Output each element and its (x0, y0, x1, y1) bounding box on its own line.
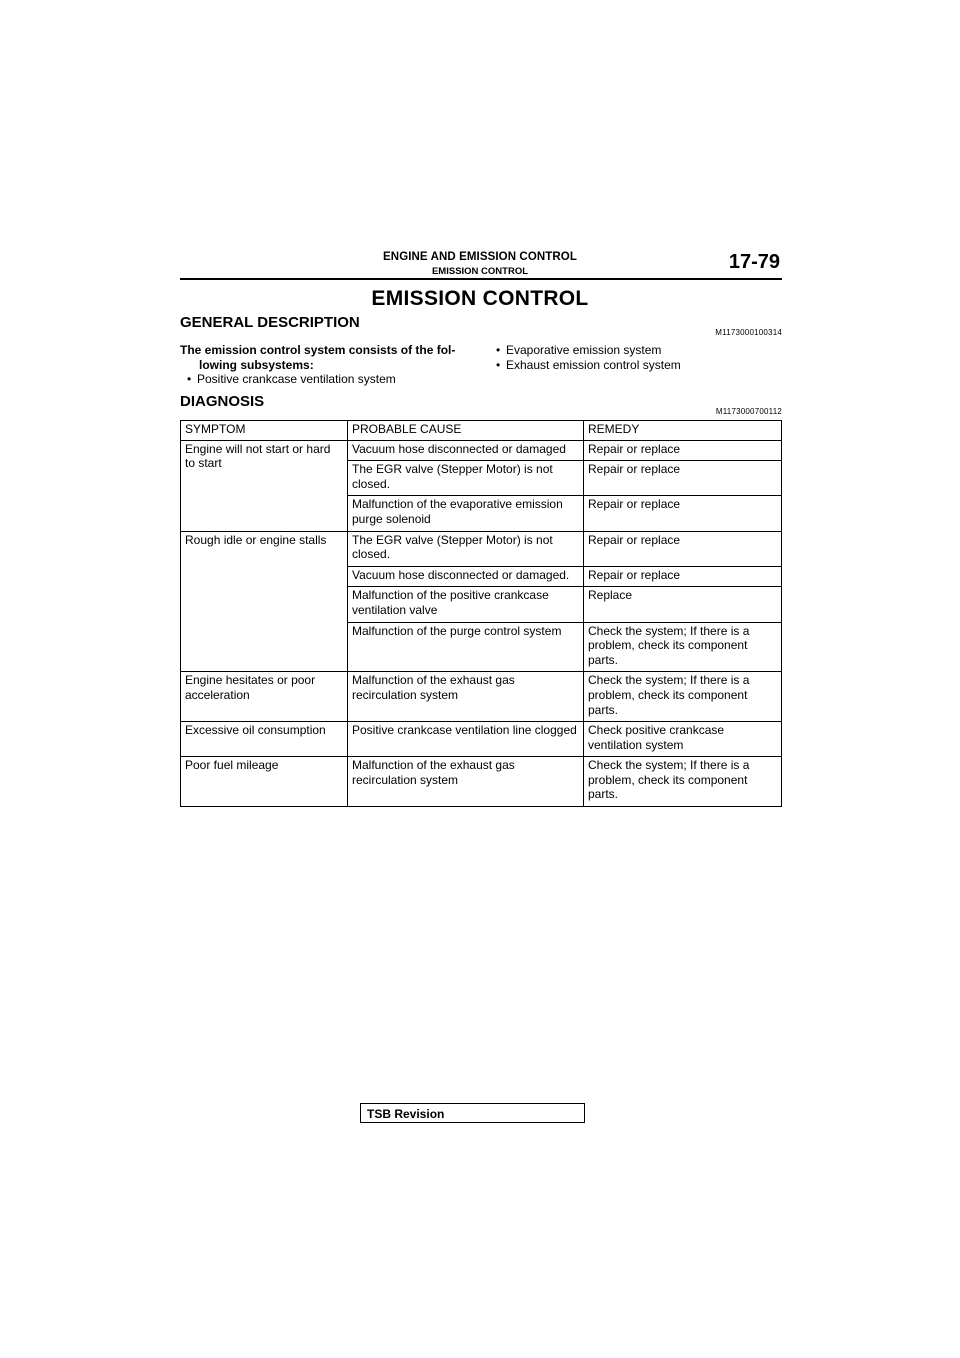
table-row (181, 757, 782, 807)
diagnosis-table (180, 420, 782, 807)
tsb-revision-box: TSB Revision (360, 1103, 585, 1123)
general-description-heading: GENERAL DESCRIPTION (180, 314, 360, 331)
table-header-row (181, 421, 782, 441)
symptom-cell: Excessive oil consumption (181, 722, 348, 757)
bullet-icon (496, 343, 506, 357)
cause-cell: Malfunction of the evaporative emission purge solenoid (348, 496, 584, 531)
cause-cell: Positive crankcase ventilation line clogged (348, 722, 584, 757)
column-header-probable-cause: PROBABLE CAUSE (348, 421, 584, 441)
bullet-item (496, 358, 681, 373)
general-description-id: M1173000100314 (715, 328, 782, 337)
header-rule (180, 278, 782, 280)
table-row (181, 440, 782, 461)
bullet-text: Evaporative emission system (506, 343, 662, 357)
intro-line-2: lowing subsystems: (199, 357, 314, 372)
intro-line-1: The emission control system consists of the fol- (180, 343, 456, 357)
diagnosis-heading: DIAGNOSIS (180, 393, 265, 410)
table-row (181, 672, 782, 722)
remedy-cell: Repair or replace (584, 496, 782, 531)
page-title: EMISSION CONTROL (371, 287, 589, 310)
remedy-cell: Check the system; If there is a problem, check its component parts. (584, 757, 782, 807)
cause-cell: Malfunction of the purge control system (348, 622, 584, 672)
bullet-icon (496, 358, 506, 372)
bullet-text: Positive crankcase ventilation system (197, 372, 396, 387)
remedy-cell: Repair or replace (584, 566, 782, 587)
remedy-cell: Check the system; If there is a problem, check its component parts. (584, 622, 782, 672)
remedy-cell: Check the system; If there is a problem, check its component parts. (584, 672, 782, 722)
symptom-cell: Poor fuel mileage (181, 757, 348, 807)
remedy-cell: Repair or replace (584, 440, 782, 461)
table-row (181, 531, 782, 566)
cause-cell: Malfunction of the exhaust gas recirculation system (348, 672, 584, 722)
bullet-text: Exhaust emission control system (506, 357, 681, 372)
remedy-cell: Check positive crankcase ventilation system (584, 722, 782, 757)
page-number: 17-79 (728, 251, 780, 273)
cause-cell: Vacuum hose disconnected or damaged (348, 440, 584, 461)
header-section-title: ENGINE AND EMISSION CONTROL (383, 251, 577, 263)
remedy-cell: Repair or replace (584, 461, 782, 496)
symptom-cell: Engine hesitates or poor acceleration (181, 672, 348, 722)
cause-cell: Malfunction of the positive crankcase ventilation valve (348, 587, 584, 622)
column-header-symptom: SYMPTOM (181, 421, 348, 441)
remedy-cell: Replace (584, 587, 782, 622)
diagnosis-id: M1173000700112 (715, 407, 782, 416)
bullet-icon (187, 372, 197, 386)
symptom-cell: Engine will not start or hard to start (181, 440, 348, 531)
symptom-cell: Rough idle or engine stalls (181, 531, 348, 672)
remedy-cell: Repair or replace (584, 531, 782, 566)
bullet-item (496, 343, 661, 358)
cause-cell: Vacuum hose disconnected or damaged. (348, 566, 584, 587)
bullet-item (187, 372, 396, 387)
column-header-remedy: REMEDY (584, 421, 782, 441)
table-row (181, 722, 782, 757)
header-subsection-title: EMISSION CONTROL (431, 266, 529, 277)
cause-cell: The EGR valve (Stepper Motor) is not closed. (348, 531, 584, 566)
cause-cell: Malfunction of the exhaust gas recirculation system (348, 757, 584, 807)
cause-cell: The EGR valve (Stepper Motor) is not closed. (348, 461, 584, 496)
